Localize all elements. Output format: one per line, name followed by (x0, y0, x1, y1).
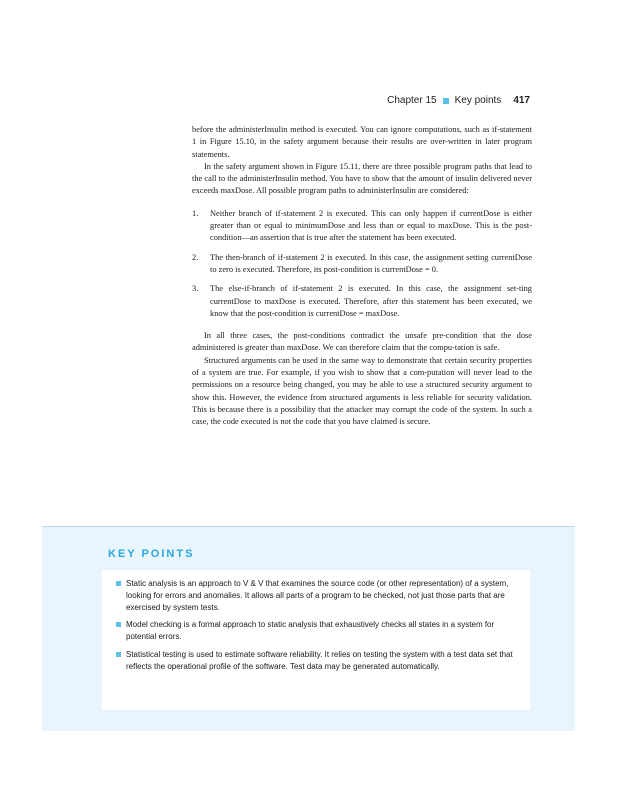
list-text: The then-branch of if-statement 2 is executed. In this case, the assignment setting currentDose to zero is executed. Therefore, its post-condition is currentDose = 0. (210, 252, 532, 274)
running-header (387, 95, 530, 106)
square-bullet-icon (116, 622, 121, 627)
page-number: 417 (513, 95, 530, 106)
list-number: 3. (192, 284, 199, 294)
list-number: 2. (192, 252, 199, 262)
body-text (192, 124, 532, 429)
paragraph-4: Structured arguments can be used in the same way to demonstrate that certain security properties of a system are true. For example, if you wish to show that a com-putation will never lead to the permissions on a resource being changed, you may be able to use a structured security argument to show this. However, the evidence from structured arguments is less reliable for security validation. This is because there is a possibility that the attacker may corrupt the code of the system. In such a case, the code executed is not the code that you have claimed is secure. (192, 355, 532, 427)
key-point-text: Model checking is a formal approach to static analysis that exhaustively checks all states in a system for potential errors. (126, 620, 495, 642)
key-point-text: Statistical testing is used to estimate software reliability. It relies on testing the system with a test data set that reflects the operational profile of the software. Test data may be generated automatically. (126, 649, 513, 671)
key-point-item (116, 578, 514, 613)
list-text: Neither branch of if-statement 2 is executed. This can only happen if currentDose is either greater than or equal to minimumDose and less than or equal to maxDose. This is the post-condition—an assertion that is true after the statement has been executed. (210, 208, 532, 243)
list-number: 1. (192, 208, 199, 218)
program-paths-list (192, 208, 532, 320)
list-item (192, 208, 532, 245)
paragraph-1: before the administerInsulin method is executed. You can ignore computations, such as if-statement 1 in Figure 15.10, in the safety argument because their results are over-written in later program statements. (192, 125, 532, 159)
key-point-item (116, 649, 514, 673)
key-points-box (102, 570, 530, 710)
paragraph-3: In all three cases, the post-conditions contradict the unsafe pre-condition that the dose administered is greater than maxDose. We can therefore claim that the compu-tation is safe. (192, 331, 532, 353)
square-bullet-icon (116, 652, 121, 657)
key-point-text: Static analysis is an approach to V & V that examines the source code (or other representation) of a system, looking for errors and anomalies. It allows all parts of a program to be checked, not just those parts that are exercised by system tests. (126, 579, 509, 612)
square-bullet-icon (116, 581, 121, 586)
chapter-label: Chapter 15 (387, 95, 437, 106)
section-label: Key points (454, 95, 502, 106)
paragraph-2: In the safety argument shown in Figure 15.11, there are three possible program paths that lead to the call to the administerInsulin method. You have to show that the amount of insulin delivered never exceeds maxDose. All possible program paths to administerInsulin are considered: (192, 161, 532, 196)
list-item (192, 283, 532, 320)
list-item (192, 252, 532, 277)
key-points-list (102, 570, 530, 673)
list-text: The else-if-branch of if-statement 2 is executed. In this case, the assignment set-ting currentDose to maxDose is executed. Therefore, after this statement has been executed, we know that the post-condition is currentDose = maxDose. (210, 284, 532, 318)
key-points-title: KEY POINTS (108, 548, 195, 560)
square-bullet-icon (443, 98, 449, 104)
key-point-item (116, 619, 514, 643)
